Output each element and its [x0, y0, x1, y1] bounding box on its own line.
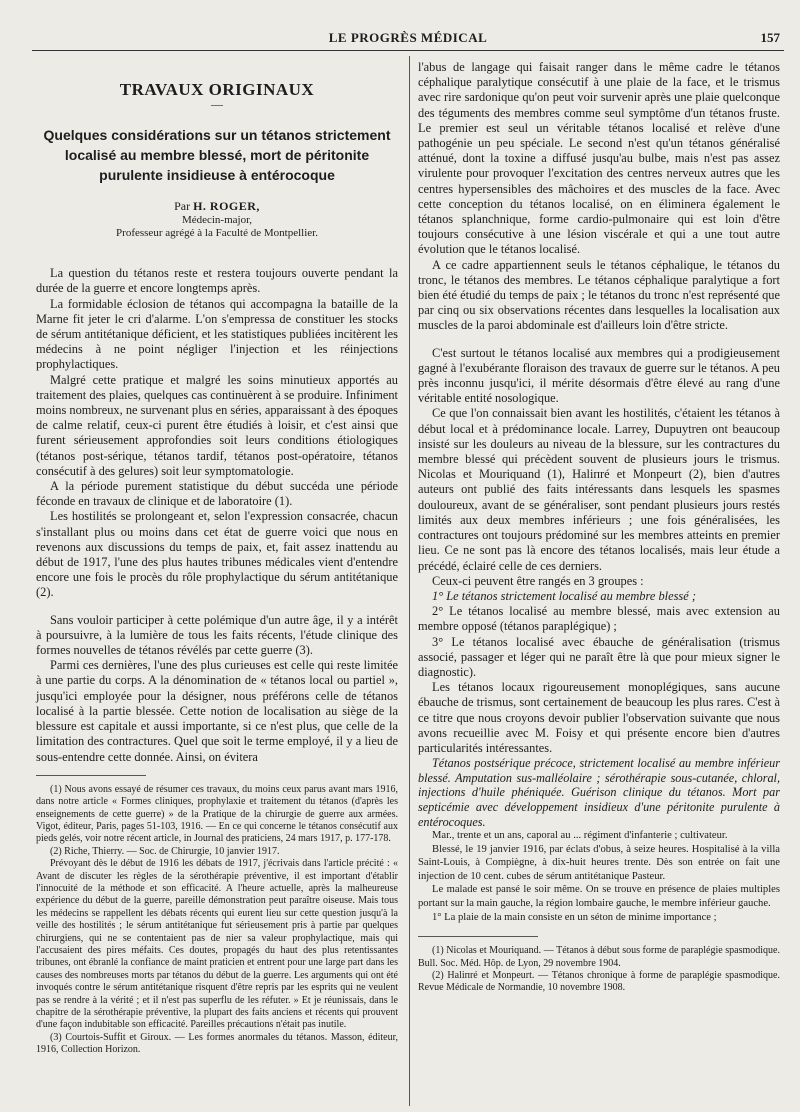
- footnote: (1) Nicolas et Mouriquand. — Tétanos à début sous forme de paraplégie spasmodique. Bull. Soc. Méd. Hôp. de Lyon, 29 novembre 1904.: [418, 945, 780, 969]
- case-report: [418, 829, 780, 924]
- case-paragraph: Mar., trente et un ans, caporal au ... régiment d'infanterie ; cultivateur.: [432, 830, 728, 842]
- footnote: Prévoyant dès le début de 1916 les débats de 1917, j'écrivais dans l'article précité : « Avant de discuter les règles de la sérothérapie préventive, il est important d'établir l'innocuité de la méthode et son efficacité. A l'heure actuelle, après la malheureuse expérience du début de la guerre, pareille démonstration peut paraître oiseuse. Mais tous les médecins se rappellent les débats récents qui eurent lieu sur cette question jusqu'à la veille des hostilités ; le sérum antitétanique fut sérieusement pris à partie par quelques chirurgiens, qui ne se contentaient pas de nier sa valeur prophylactique, mais qui l'accusaient des pires méfaits. Ces doutes, propagés du haut des plus retentissantes tribunes, ont ébranlé la confiance de maint praticien et entrent pour une large part dans les causes des nombreuses morts par tétanos du début de la guerre. Les arguments qui ont été invoqués contre le sérum antitétanique risquent d'être repris par les esprits qui ne veulent pas se rendre à la vérité ; et il n'est pas superflu de les réfuter. » Et je réunissais, dans le chapitre de la sérothérapie préventive, la plupart des faits anciens et récents qui prouvent d'une façon indubitable son efficacité. Pareilles précautions n'était pas inutile.: [36, 858, 398, 1031]
- paragraph: La formidable éclosion de tétanos qui accompagna la bataille de la Marne fit jeter le cri d'alarme. L'on s'empressa de constituer les stocks de sérum antitétanique déficient, et les statistiques publiées incitèrent les médecins à ne point négliger l'injection et les réinjections prophylactiques.: [36, 296, 398, 372]
- paragraph: La question du tétanos reste et restera toujours ouverte pendant la durée de la guerre et encore longtemps après.: [36, 266, 398, 296]
- footnotes: [36, 784, 398, 1057]
- page-number: 157: [760, 30, 780, 45]
- footnote: (3) Courtois-Suffit et Giroux. — Les formes anormales du tétanos. Masson, éditeur, 1916, Collection Horizon.: [36, 1031, 398, 1056]
- list-item: 1° Le tétanos strictement localisé au membre blessé ;: [432, 588, 696, 603]
- footnote-rule: [418, 936, 538, 937]
- footnote: (1) Nous avons essayé de résumer ces travaux, du moins ceux parus avant mars 1916, dans notre article « Formes cliniques, prophylaxie et traitement du tétanos (d'après les enseignements de cette guerre) » de la Pratique de la chirurgie de guerre aux armées. Vigot, éditeur, Paris, pages 51-103, 1916. — En ce qui concerne le tétanos consécutif aux pieds gelés, voir notre récent article, in Journal des praticiens, 24 mars 1917, p. 177-178.: [36, 783, 398, 845]
- author-name: H. ROGER,: [193, 199, 260, 214]
- paragraph: Les hostilités se prolongeant et, selon l'expression consacrée, chacun s'installant plus ou moins dans cet état de guerre voici que nous en revenons aux discussions du temps de paix, et, fait assez inattendu au début de 1917, l'une des plus hautes tribunes médicales vient d'entendre encore une fois le procès du rôle prophylactique du sérum antitétanique (2).: [36, 509, 398, 600]
- header-rule: [32, 50, 784, 51]
- left-column: [36, 64, 398, 1057]
- section-dash: —: [211, 97, 223, 112]
- journal-title: LE PROGRÈS MÉDICAL: [328, 30, 488, 45]
- paragraph: C'est surtout le tétanos localisé aux membres qui a prodigieusement gagné à l'exubérante floraison des travaux de guerre sur le tétanos. A peu près inconnu jusqu'ici, il mérite désormais d'être élevé au rang d'une véritable entité nosologique.: [418, 345, 780, 406]
- case-paragraph: Le malade est pansé le soir même. On se trouve en présence de plaies multiples portant sur la main gauche, la région lombaire gauche, le membre inférieur gauche.: [418, 884, 780, 910]
- footnote: (2) Riche, Thierry. — Soc. de Chirurgie, 10 janvier 1917.: [50, 845, 280, 857]
- article-title: Quelques considérations sur un tétanos strictement localisé au membre blessé, mort de péritonite purulente insidieuse à entérocoque: [43, 127, 391, 184]
- paragraph: Ceux-ci peuvent être rangés en 3 groupes :: [432, 573, 644, 588]
- case-paragraph: Blessé, le 19 janvier 1916, par éclats d'obus, à seize heures. Hospitalisé à la villa Saint-Louis, à Compiègne, à dix-huit heures trente. Dès son entrée on fait une injection de 10 cent. cubes de sérum antitétanique Pasteur.: [418, 843, 780, 882]
- paragraph: Parmi ces dernières, l'une des plus curieuses est celle qui reste limitée à une partie du corps. A la dénomination de « tétanos local ou partiel », jusqu'ici employée pour la désigner, nous préférons celle de tétanos localisé à la partie blessée. Cette notion de localisation au siège de la blessure est capitale et aussi importante, si ce n'est plus, que celle de la limitation des contractures. Quel que soit le terme employé, il y a lieu de sous-entendre cette donnée. Ainsi, on évitera: [36, 658, 398, 764]
- affiliation-line-2: Professeur agrégé à la Faculté de Montpellier.: [116, 227, 318, 240]
- paragraph: l'abus de langage qui faisait ranger dans le même cadre le tétanos céphalique paralytique consécutif à une plaie de la face, et le trismus avec rire sardonique qu'on peut voir survenir après une plaie quelconque des téguments des membres comme seul symptôme d'un tétanos fruste. Le premier est seul un véritable tétanos localisé et relève d'une pathogénie un peu spéciale. Le second n'est qu'un tétanos généralisé atténué, dont la toxine a diffusé jusqu'au bulbe, mais n'est pas assez virulente pour provoquer l'excitation des centres nerveux autres que les centres hypersensibles des mâchoires et des muscles de la face. Avec cette conception du tétanos localisé, on en éliminera également le tétanos splanchnique, forme cardio-pulmonaire qui est loin d'être toujours consécutive à une lésion viscérale et qui a une tout autre évolution que le tétanos localisé.: [418, 60, 780, 257]
- right-column: [418, 60, 780, 995]
- running-header: [32, 28, 784, 48]
- paragraph: A ce cadre appartiennent seuls le tétanos céphalique, le tétanos du tronc, le tétanos des membres. Le tétanos céphalique paralytique a fort bien été étudié du temps de paix ; le tétanos du tronc n'est représenté que par cinq ou six observations récentes dans lesquelles la localisation aux muscles de la paroi abdominale est d'ailleurs loin d'être stricte.: [418, 257, 780, 333]
- footnote-rule: [36, 775, 146, 776]
- paragraph: Malgré cette pratique et malgré les soins minutieux apportés au traitement des plaies, quelques cas continuèrent à se produire. Infiniment moins nombreux, ne survenant plus en séries, apparaissant à des époques de calme relatif, ceux-ci purent être étudiés à loisir, et c'est ainsi que furent sérieusement approfondies soit leurs conditions étiologiques (tétanos post-sérique, tétanos tardif, tétanos post-opératoire, tétanos consécutif à des gelures) soit leur symptomatologie.: [36, 372, 398, 478]
- footnotes: [418, 945, 780, 995]
- section-heading: TRAVAUX ORIGINAUX: [119, 80, 315, 99]
- case-title: Tétanos postsérique précoce, strictement localisé au membre inférieur blessé. Amputation sus-malléolaire ; sérothérapie sous-cutanée, chloral, injections d'huile phéniquée. Guérison clinique du tétanos. Mort par septicémie avec développement insidieux d'une péritonite purulente à entérocoques.: [418, 756, 780, 829]
- affiliation-line-1: Médecin-major,: [181, 214, 253, 227]
- paragraph: Sans vouloir participer à cette polémique d'un autre âge, il y a intérêt à poursuivre, à la lumière de tous les faits récents, l'étude clinique des formes nouvelles de tétanos révélés par cette guerre (3).: [36, 612, 398, 658]
- case-paragraph: 1° La plaie de la main consiste en un séton de minime importance ;: [432, 911, 717, 923]
- list-item: 2° Le tétanos localisé au membre blessé, mais avec extension au membre opposé (tétanos paraplégique) ;: [418, 604, 780, 634]
- byline-prefix: Par: [174, 199, 191, 214]
- column-divider: [409, 56, 410, 1106]
- paragraph: Ce que l'on connaissait bien avant les hostilités, c'étaient les tétanos à début local et à prédominance locale. Larrey, Dupuytren ont beaucoup insisté sur les douleurs au niveau de la blessure, sur les contractures du membre blessé qui précèdent souvent de plusieurs jours le trismus. Nicolas et Mouriquand (1), Haliпré et Monpeurt (2), bien d'autres auteurs ont publié des faits intéressants dans lesquels les spasmes douloureux, avant de se généraliser, sont pendant plusieurs jours restés limités aux deux membres inférieurs ; une fois généralisées, les contractures ont toujours prédominé sur les membres atteints en premier lieu. Ce ne sont pas là encore des tétanos localisés, mais leur étude a précédé, éclairé celle de ces derniers.: [418, 406, 780, 573]
- paragraph: A la période purement statistique du début succéda une période féconde en travaux de clinique et de laboratoire (1).: [36, 479, 398, 509]
- footnote: (2) Haliпré et Monpeurt. — Tétanos chronique à forme de paraplégie spasmodique. Revue Médicale de Normandie, 10 novembre 1908.: [418, 970, 780, 994]
- byline: [36, 199, 398, 214]
- paragraph: Les tétanos locaux rigoureusement monoplégiques, sans aucune ébauche de trismus, sont certainement de beaucoup les plus rares. C'est à ce titre que nous croyons devoir publier l'observation suivante que nous avons recueillie avec M. Foisy et qui présente encore bien d'autres particularités intéressantes.: [418, 680, 780, 755]
- list-item: 3° Le tétanos localisé avec ébauche de généralisation (trismus associé, passager et léger qui ne paraît être là que pour mieux signer le diagnostic).: [418, 634, 780, 679]
